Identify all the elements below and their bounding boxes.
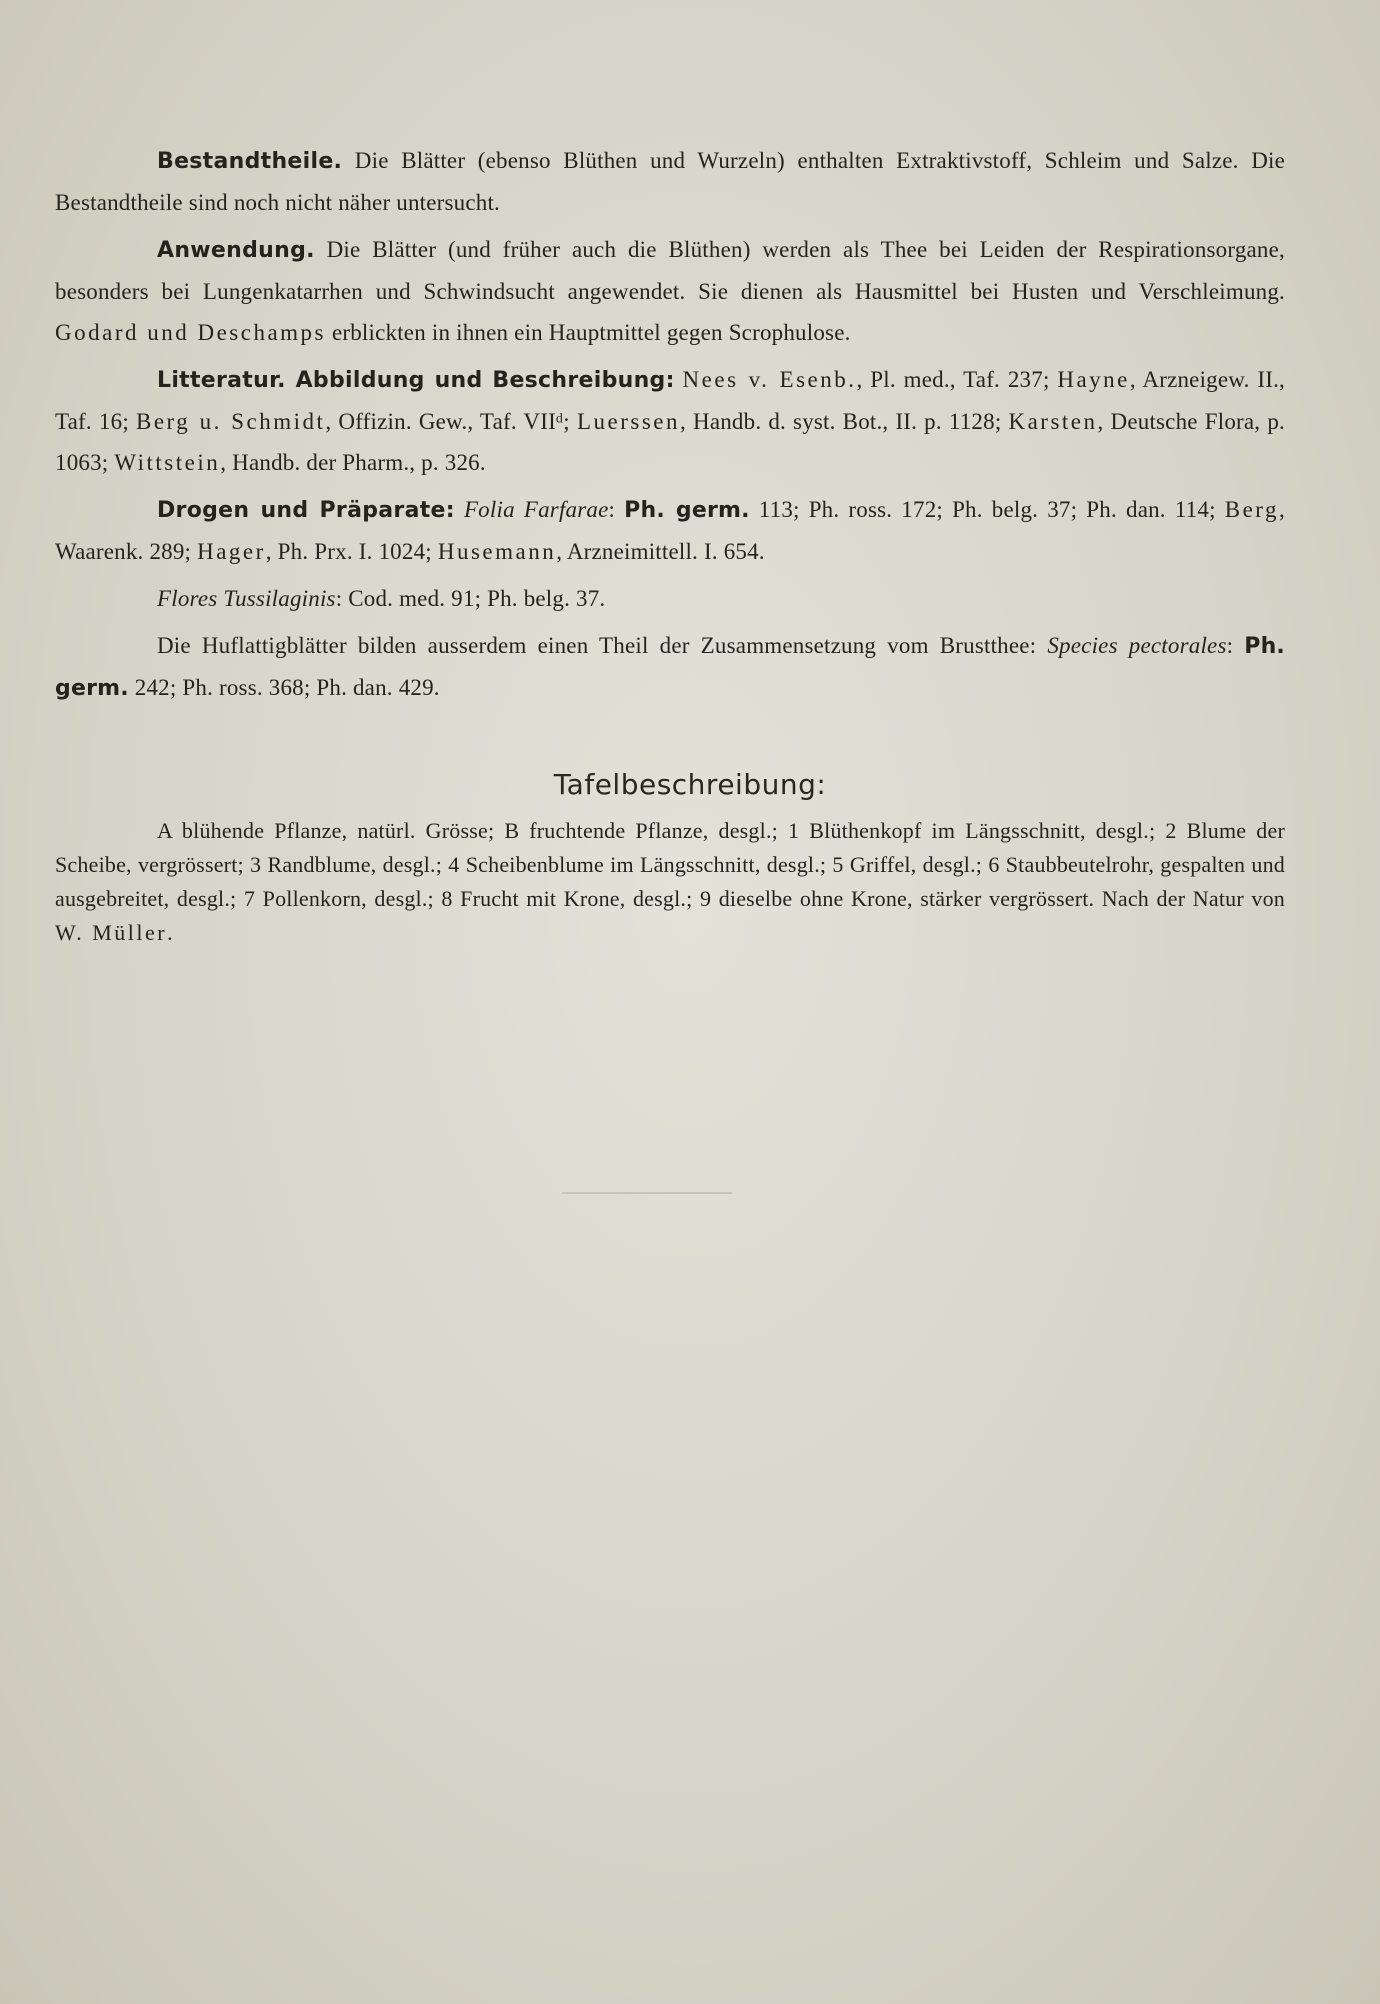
heading-anwendung: Anwendung. bbox=[157, 238, 315, 263]
author-berg-schmidt: Berg u. Schmidt bbox=[135, 409, 326, 434]
heading-litteratur: Litteratur. bbox=[157, 368, 286, 393]
ref-5: , Deutsche Flora, p. 1063; bbox=[55, 409, 1285, 475]
spacer bbox=[675, 367, 683, 392]
author-berg: Berg bbox=[1224, 497, 1280, 522]
author-wittstein: Wittstein bbox=[114, 450, 221, 475]
names-godard-deschamps: Godard und Deschamps bbox=[55, 320, 327, 345]
drogen-text-4: , Arzneimittell. I. 654. bbox=[556, 539, 765, 564]
ref-3: , Offizin. Gew., Taf. VIIᵈ; bbox=[325, 409, 577, 434]
author-hayne: Hayne bbox=[1057, 367, 1130, 392]
ref-1: , Pl. med., Taf. 237; bbox=[856, 367, 1058, 392]
author-luerssen: Luerssen bbox=[576, 409, 680, 434]
section-flores bbox=[55, 578, 1285, 619]
tafel-text bbox=[55, 814, 1285, 956]
drogen-sep: : bbox=[608, 497, 625, 522]
author-karsten: Karsten bbox=[1008, 409, 1098, 434]
heading-bestandtheile: Bestandtheile. bbox=[157, 149, 343, 174]
author-hager: Hager bbox=[197, 539, 266, 564]
drogen-text-1: 113; Ph. ross. 172; Ph. belg. 37; Ph. dan. 114; bbox=[749, 497, 1225, 522]
author-husemann: Husemann bbox=[437, 539, 557, 564]
author-nees: Nees v. Esenb. bbox=[682, 367, 857, 392]
text-bestandtheile: Die Blätter (ebenso Blüthen und Wurzeln) enthalten Extraktivstoff, Schleim und Salze. Die Bestandtheile sind noch nicht näher untersucht. bbox=[55, 148, 1285, 215]
section-huflattig bbox=[55, 625, 1285, 709]
huflattig-sep: : bbox=[1226, 633, 1245, 658]
section-anwendung bbox=[55, 229, 1285, 353]
species-pectorales: Species pectorales bbox=[1047, 633, 1227, 658]
tafel-description bbox=[55, 814, 1285, 950]
main-text bbox=[55, 140, 1285, 715]
ref-2: , Arzneigew. II., Taf. 16; bbox=[55, 367, 1285, 434]
flores-text: : Cod. med. 91; Ph. belg. 37. bbox=[335, 586, 606, 611]
ph-germ-2: Ph. germ. bbox=[55, 634, 1285, 701]
heading-drogen: Drogen und Präparate: bbox=[157, 498, 455, 523]
drug-flores-tussilaginis: Flores Tussilaginis bbox=[157, 586, 336, 611]
section-litteratur bbox=[55, 359, 1285, 483]
drug-folia-farfarae: Folia Farfarae bbox=[463, 497, 609, 522]
author-mueller: W. Müller bbox=[55, 920, 168, 945]
tafel-title: Tafelbeschreibung: bbox=[553, 768, 827, 801]
text-anwendung-2: erblickten in ihnen ein Hauptmittel gegen Scrophulose. bbox=[326, 320, 851, 345]
tafel-end: . bbox=[167, 920, 173, 945]
text-anwendung-1: Die Blätter (und früher auch die Blüthen) werden als Thee bei Leiden der Respirationsorgane, besonders bei Lungenkatarrhen und Schwindsucht angewendet. Sie dienen als Hausmittel bei Husten und Verschleimung. bbox=[55, 237, 1285, 304]
drogen-text-3: , Ph. Prx. I. 1024; bbox=[265, 539, 438, 564]
drogen-text-2: , Waarenk. 289; bbox=[55, 497, 1285, 564]
section-divider bbox=[562, 1192, 732, 1194]
huflattig-text-1: Die Huflattigblätter bilden ausserdem einen Theil der Zusammensetzung vom Brustthee: bbox=[157, 633, 1048, 658]
ref-4: , Handb. d. syst. Bot., II. p. 1128; bbox=[680, 409, 1009, 434]
section-bestandtheile bbox=[55, 140, 1285, 223]
section-drogen bbox=[55, 489, 1285, 572]
tafel-description-text: A blühende Pflanze, natürl. Grösse; B fruchtende Pflanze, desgl.; 1 Blüthenkopf im Längsschnitt, desgl.; 2 Blume der Scheibe, vergrössert; 3 Randblume, desgl.; 4 Scheibenblume im Längsschnitt, desgl.; 5 Griffel, desgl.; 6 Staubbeutelrohr, gespalten und ausgebreitet, desgl.; 7 Pollenkorn, desgl.; 8 Frucht mit Krone, desgl.; 9 dieselbe ohne Krone, stärker vergrössert. Nach der Natur von bbox=[55, 818, 1285, 911]
subheading-abbildung: Abbildung und Beschreibung: bbox=[285, 368, 675, 393]
huflattig-text-2: 242; Ph. ross. 368; Ph. dan. 429. bbox=[128, 675, 440, 700]
ph-germ-1: Ph. germ. bbox=[624, 498, 750, 523]
ref-6: , Handb. der Pharm., p. 326. bbox=[220, 450, 486, 475]
